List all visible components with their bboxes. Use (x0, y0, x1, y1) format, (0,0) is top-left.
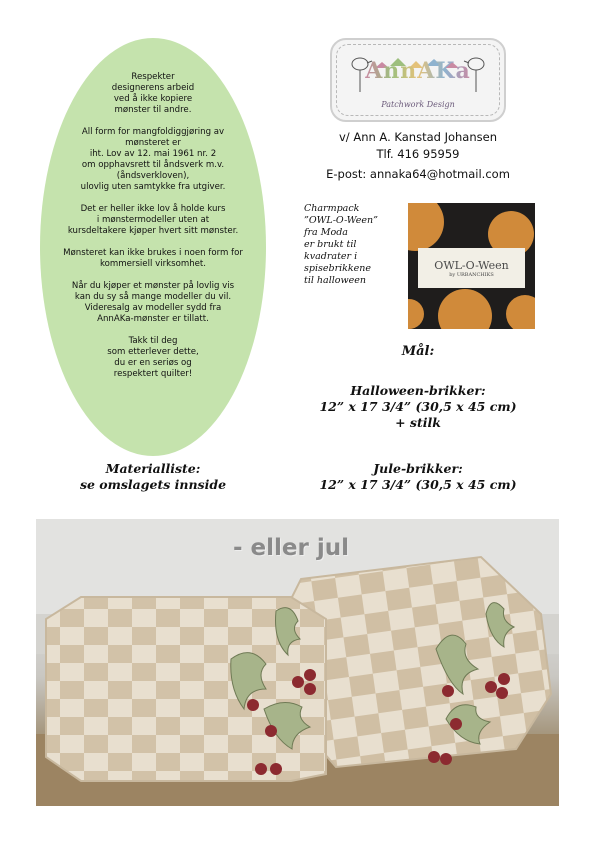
text-line: i mønstermodeller uten at (96, 215, 210, 225)
text-line: 12” x 17 3/4” (30,5 x 45 cm) (319, 477, 517, 492)
text-line: kursdeltakere kjøper hvert sitt mønster. (67, 226, 239, 236)
text-line: ”OWL-O-Ween” (304, 215, 378, 226)
package-title: OWL-O-Ween (434, 259, 509, 272)
text-line: designerens arbeid (111, 83, 195, 93)
text-line: ved å ikke kopiere (113, 94, 193, 104)
notice-paragraph (40, 281, 266, 325)
logo-wordmark: AnnAKa (365, 58, 471, 84)
text-line: All form for mangfoldiggjøring av (81, 127, 225, 137)
text-line: mønsteret er (125, 138, 181, 148)
measurements-heading: Mål: (401, 344, 435, 359)
text-line: Når du kjøper et mønster på lovlig vis (71, 281, 235, 291)
text-line: ulovlig uten samtykke fra utgiver. (80, 182, 226, 192)
text-line: som etterlever dette, (107, 347, 199, 357)
text-line: mønster til andre. (114, 105, 192, 115)
copyright-notice (40, 72, 266, 391)
text-line: Halloween-brikker: (350, 383, 486, 398)
text-line: AnnAKa-mønster er tillatt. (97, 314, 209, 324)
contact-name: v/ Ann A. Kanstad Johansen (339, 130, 497, 144)
text-line: Jule-brikker: (373, 461, 463, 476)
notice-paragraph (40, 204, 266, 237)
placemats-illustration (36, 519, 559, 806)
placemats-photo (36, 519, 559, 806)
materials-list (40, 461, 266, 493)
contact-phone: Tlf. 416 95959 (376, 147, 460, 161)
text-line: Mønsteret kan ikke brukes i noen form for (63, 248, 243, 258)
text-line: (åndsverkloven), (116, 171, 190, 181)
notice-paragraph (40, 336, 266, 380)
christmas-measurements (300, 461, 536, 493)
text-line: kan du sy så mange modeller du vil. (74, 292, 232, 302)
text-line: Takk til deg (128, 336, 178, 346)
text-line: 12” x 17 3/4” (30,5 x 45 cm) (319, 399, 517, 414)
logo-subtitle: Patchwork Design (381, 100, 455, 109)
package-subtitle: by URBANCHIKS (449, 272, 494, 278)
text-line: respektert quilter! (113, 369, 193, 379)
text-line: iht. Lov av 12. mai 1961 nr. 2 (89, 149, 217, 159)
text-line: Videresalg av modeller sydd fra (84, 303, 222, 313)
text-line: er brukt til (304, 239, 357, 250)
text-line: kommersiell virksomhet. (99, 259, 207, 269)
annaka-logo (330, 38, 506, 122)
text-line: Charmpack (304, 203, 360, 214)
text-line: kvadrater i (304, 251, 358, 262)
text-line: spisebrikkene (304, 263, 372, 274)
text-line: + stilk (395, 415, 441, 430)
notice-paragraph (40, 72, 266, 116)
notice-paragraph (40, 127, 266, 193)
text-line: Det er heller ikke lov å holde kurs (80, 204, 226, 214)
text-line: du er en seriøs og (114, 358, 192, 368)
photo-title: - eller jul (233, 535, 350, 561)
owl-o-ween-charmpack-image (408, 203, 535, 329)
contact-email: E-post: annaka64@hotmail.com (326, 167, 510, 181)
text-line: om opphavsrett til åndsverk m.v. (81, 160, 225, 170)
text-line: Respekter (131, 72, 175, 82)
text-line: Materialliste: (105, 461, 201, 476)
text-line: se omslagets innside (79, 477, 227, 492)
halloween-measurements (300, 383, 536, 431)
text-line: til halloween (304, 275, 366, 286)
christmas-placemat-left (46, 597, 326, 781)
charmpack-description (304, 203, 404, 287)
text-line: fra Moda (304, 227, 348, 238)
notice-paragraph (40, 248, 266, 270)
